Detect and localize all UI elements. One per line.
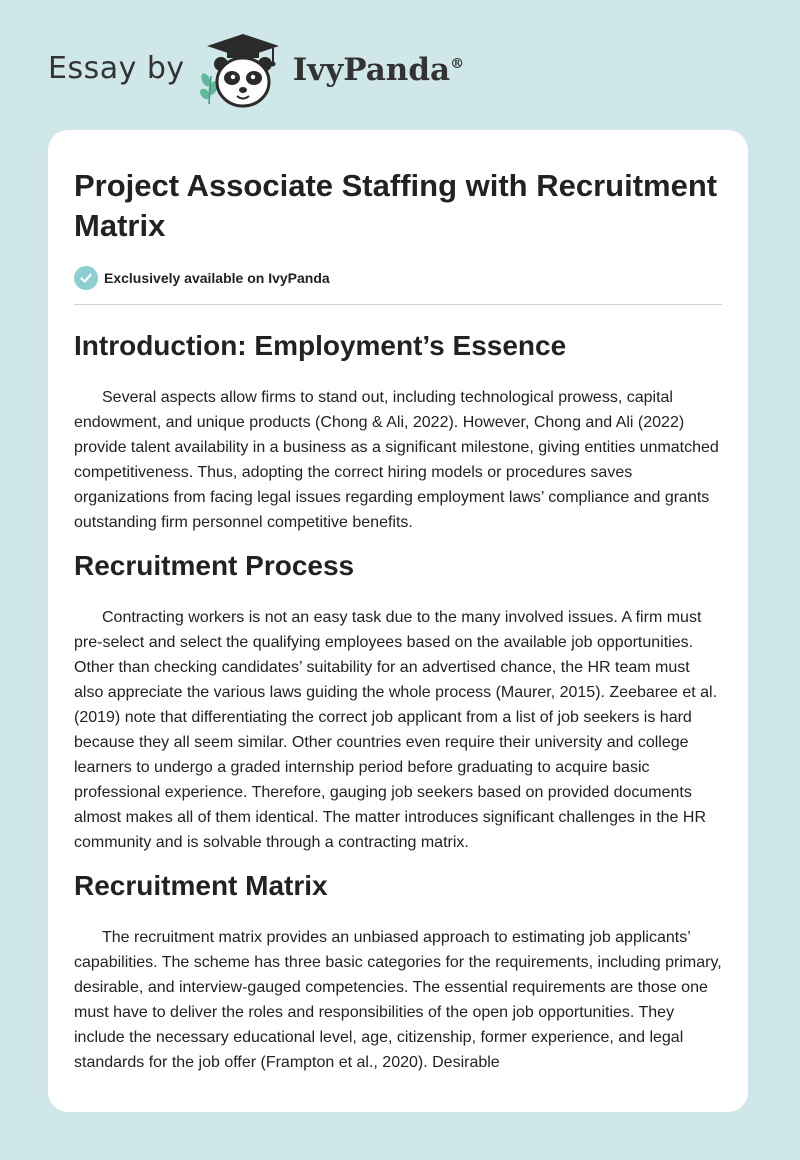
section-heading-introduction: Introduction: Employment’s Essence: [74, 330, 567, 361]
section-paragraph-recruitment-matrix: The recruitment matrix provides an unbiased approach to estimating job applicants’ capabilities. The scheme has three basic categories for the requirements, including primary, desirable, and interview-gauged competencies. The essential requirements are those one must have to deliver the roles and responsibilities of the open job opportunities. They include the necessary educational level, age, citizenship, former experience, and legal standards for the job offer (Frampton et al., 2020). Desirable: [74, 929, 722, 1071]
section-paragraph-recruitment-process: Contracting workers is not an easy task due to the many involved issues. A firm must pre-select and select the qualifying employees based on the available job opportunities. Other than checking candidates’ suitability for an advertised chance, the HR team must also appreciate the various laws guiding the whole process (Maurer, 2015). Zeebaree et al. (2019) note that differentiating the correct job applicant from a list of job seekers is hard because they all seem similar. Other countries even require their university and college learners to undergo a graded internship period before graduating to acquire basic professional experience. Therefore, gauging job seekers based on provided documents almost makes all of them identical. The matter introduces significant challenges in the HR community and is solvable through a contracting matrix.: [74, 609, 718, 851]
registered-mark: ®: [450, 56, 465, 72]
article-card: [48, 130, 748, 1112]
section-heading-recruitment-matrix: Recruitment Matrix: [74, 870, 328, 901]
essay-by-label: Essay by: [48, 50, 185, 86]
section-heading-recruitment-process: Recruitment Process: [74, 550, 355, 581]
panda-logo-icon[interactable]: [197, 30, 287, 110]
exclusive-badge: [74, 266, 722, 290]
site-header: [48, 30, 548, 110]
page-title: Project Associate Staffing with Recruitment Matrix: [74, 168, 718, 243]
exclusive-badge-label: Exclusively available on IvyPanda: [104, 270, 330, 286]
divider: [74, 304, 722, 305]
brand-name[interactable]: IvyPanda®: [292, 52, 465, 88]
section-paragraph-introduction: Several aspects allow firms to stand out, including technological prowess, capital endowment, and unique products (Chong & Ali, 2022). However, Chong and Ali (2022) provide talent availability in a business as a significant milestone, giving entities unmatched competitiveness. Thus, adopting the correct hiring models or procedures saves organizations from facing legal issues regarding employment laws’ compliance and grants outstanding firm personnel competitive benefits.: [74, 389, 719, 531]
check-icon: [74, 266, 98, 290]
